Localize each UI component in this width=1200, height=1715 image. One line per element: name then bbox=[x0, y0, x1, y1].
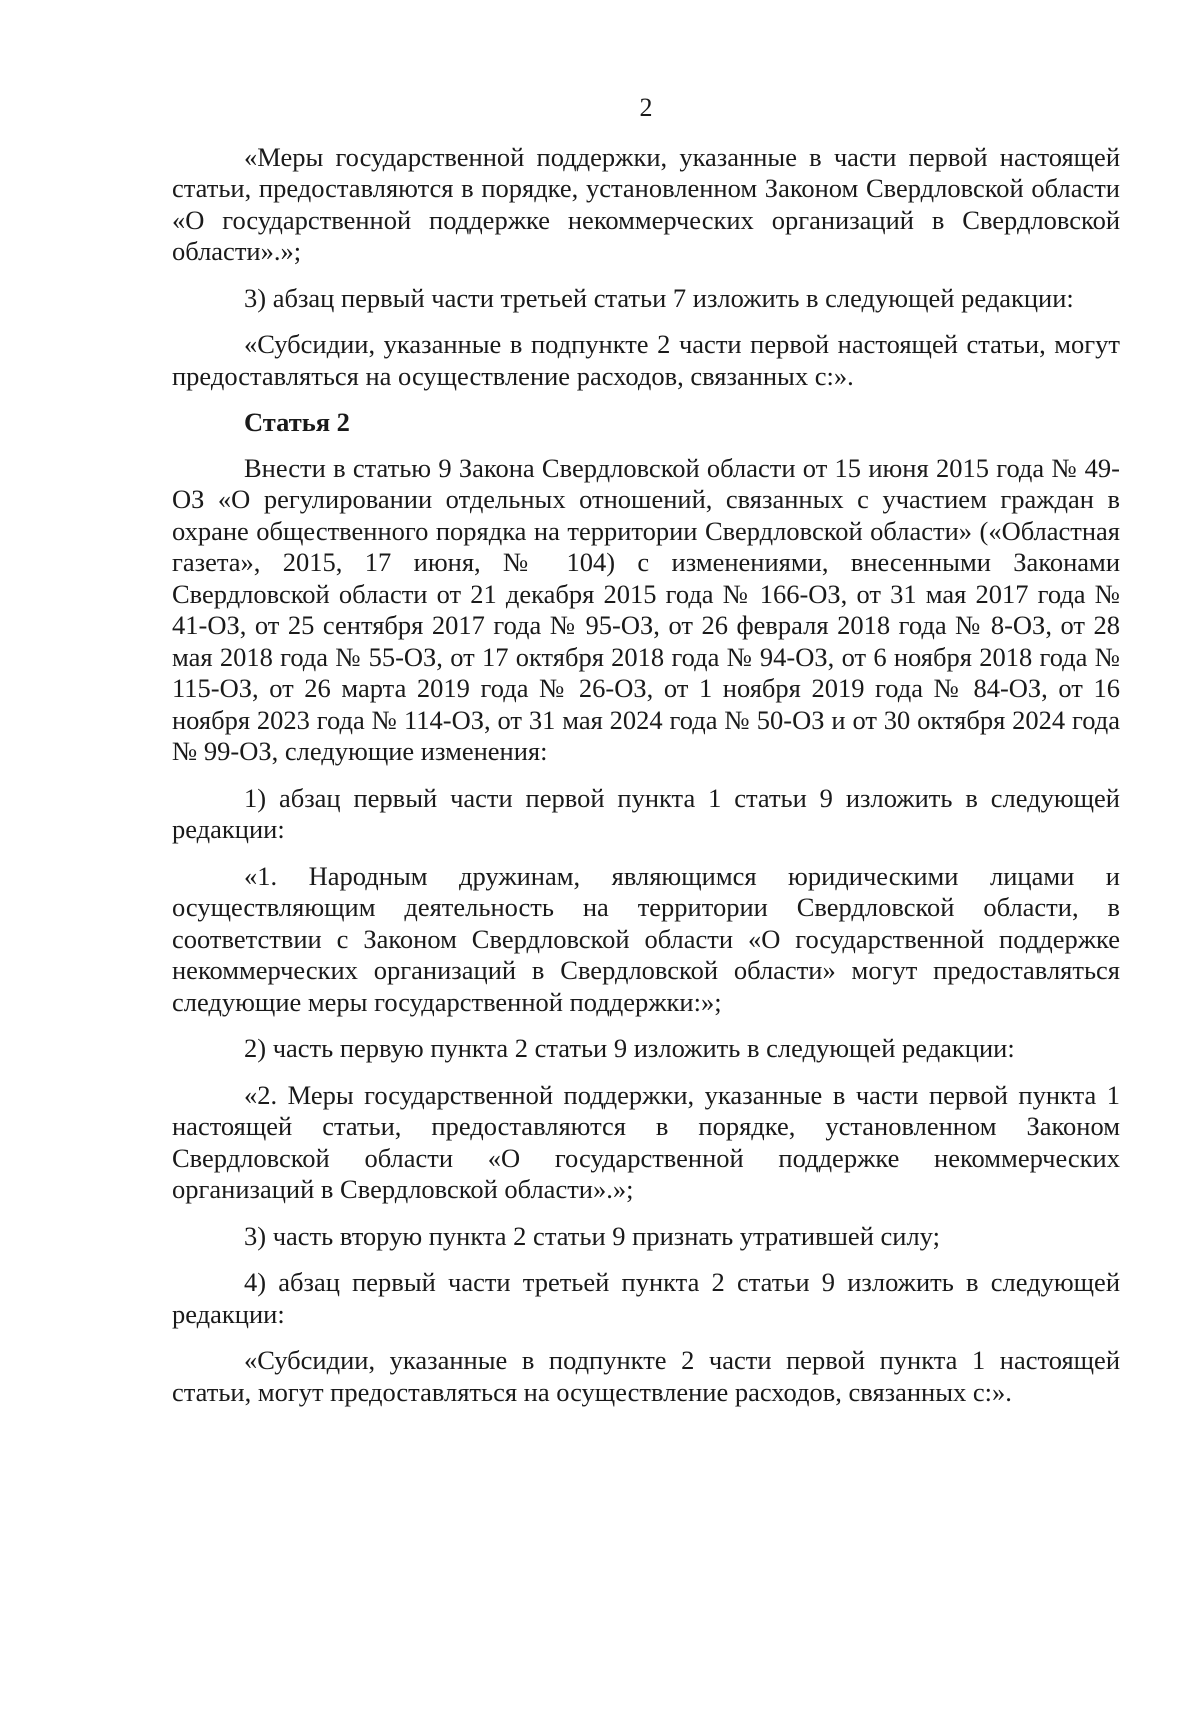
document-page bbox=[172, 92, 1120, 1423]
paragraph-item-3: 3) часть вторую пункта 2 статьи 9 признать утратившей силу; bbox=[244, 1220, 940, 1251]
page-number: 2 bbox=[639, 93, 653, 122]
paragraph-quote-people-squads: «1. Народным дружинам, являющимся юридическими лицами и осуществляющим деятельность на территории Свердловской области, в соответствии с Законом Свердловской области «О государственной поддержке некоммерческих организаций в Свердловской области» могут предоставляться следующие меры государственной поддержки:»; bbox=[172, 860, 1120, 1017]
paragraph-item-1: 1) абзац первый части первой пункта 1 статьи 9 изложить в следующей редакции: bbox=[172, 782, 1120, 844]
paragraph-quote-point-2: «2. Меры государственной поддержки, указанные в части первой пункта 1 настоящей статьи, предоставляются в порядке, установленном Законом Свердловской области «О государственной поддержке некоммерческих организаций в Свердловской области».»; bbox=[172, 1079, 1120, 1204]
paragraph-item-2: 2) часть первую пункта 2 статьи 9 изложить в следующей редакции: bbox=[244, 1033, 1015, 1063]
paragraph-quote-subsidies-point-1: «Субсидии, указанные в подпункте 2 части первой пункта 1 настоящей статьи, могут предоставляться на осуществление расходов, связанных с:». bbox=[172, 1345, 1120, 1407]
paragraph-item-4: 4) абзац первый части третьей пункта 2 статьи 9 изложить в следующей редакции: bbox=[172, 1267, 1120, 1329]
paragraph-quote-support-measures: «Меры государственной поддержки, указанные в части первой настоящей статьи, предоставляются в порядке, установленном Законом Свердловской области «О государственной поддержке некоммерческих организаций в Свердловской области».»; bbox=[172, 141, 1120, 266]
paragraph-quote-subsidies: «Субсидии, указанные в подпункте 2 части первой настоящей статьи, могут предоставляться на осуществление расходов, связанных с:». bbox=[172, 329, 1120, 391]
article-2-heading: Статья 2 bbox=[244, 407, 350, 437]
paragraph-item-3-article-7: 3) абзац первый части третьей статьи 7 изложить в следующей редакции: bbox=[244, 282, 1074, 313]
paragraph-amend-article-9: Внести в статью 9 Закона Свердловской области от 15 июня 2015 года № 49-ОЗ «О регулировании отдельных отношений, связанных с участием граждан в охране общественного порядка на территории Свердловской области» («Областная газета», 2015, 17 июня, № 104) с изменениями, внесенными Законами Свердловской области от 21 декабря 2015 года № 166-ОЗ, от 31 мая 2017 года № 41-ОЗ, от 25 сентября 2017 года № 95-ОЗ, от 26 февраля 2018 года № 8-ОЗ, от 28 мая 2018 года № 55-ОЗ, от 17 октября 2018 года № 94-ОЗ, от 6 ноября 2018 года № 115-ОЗ, от 26 марта 2019 года № 26-ОЗ, от 1 ноября 2019 года № 84-ОЗ, от 16 ноября 2023 года № 114-ОЗ, от 31 мая 2024 года № 50-ОЗ и от 30 октября 2024 года № 99-ОЗ, следующие изменения: bbox=[172, 452, 1120, 766]
